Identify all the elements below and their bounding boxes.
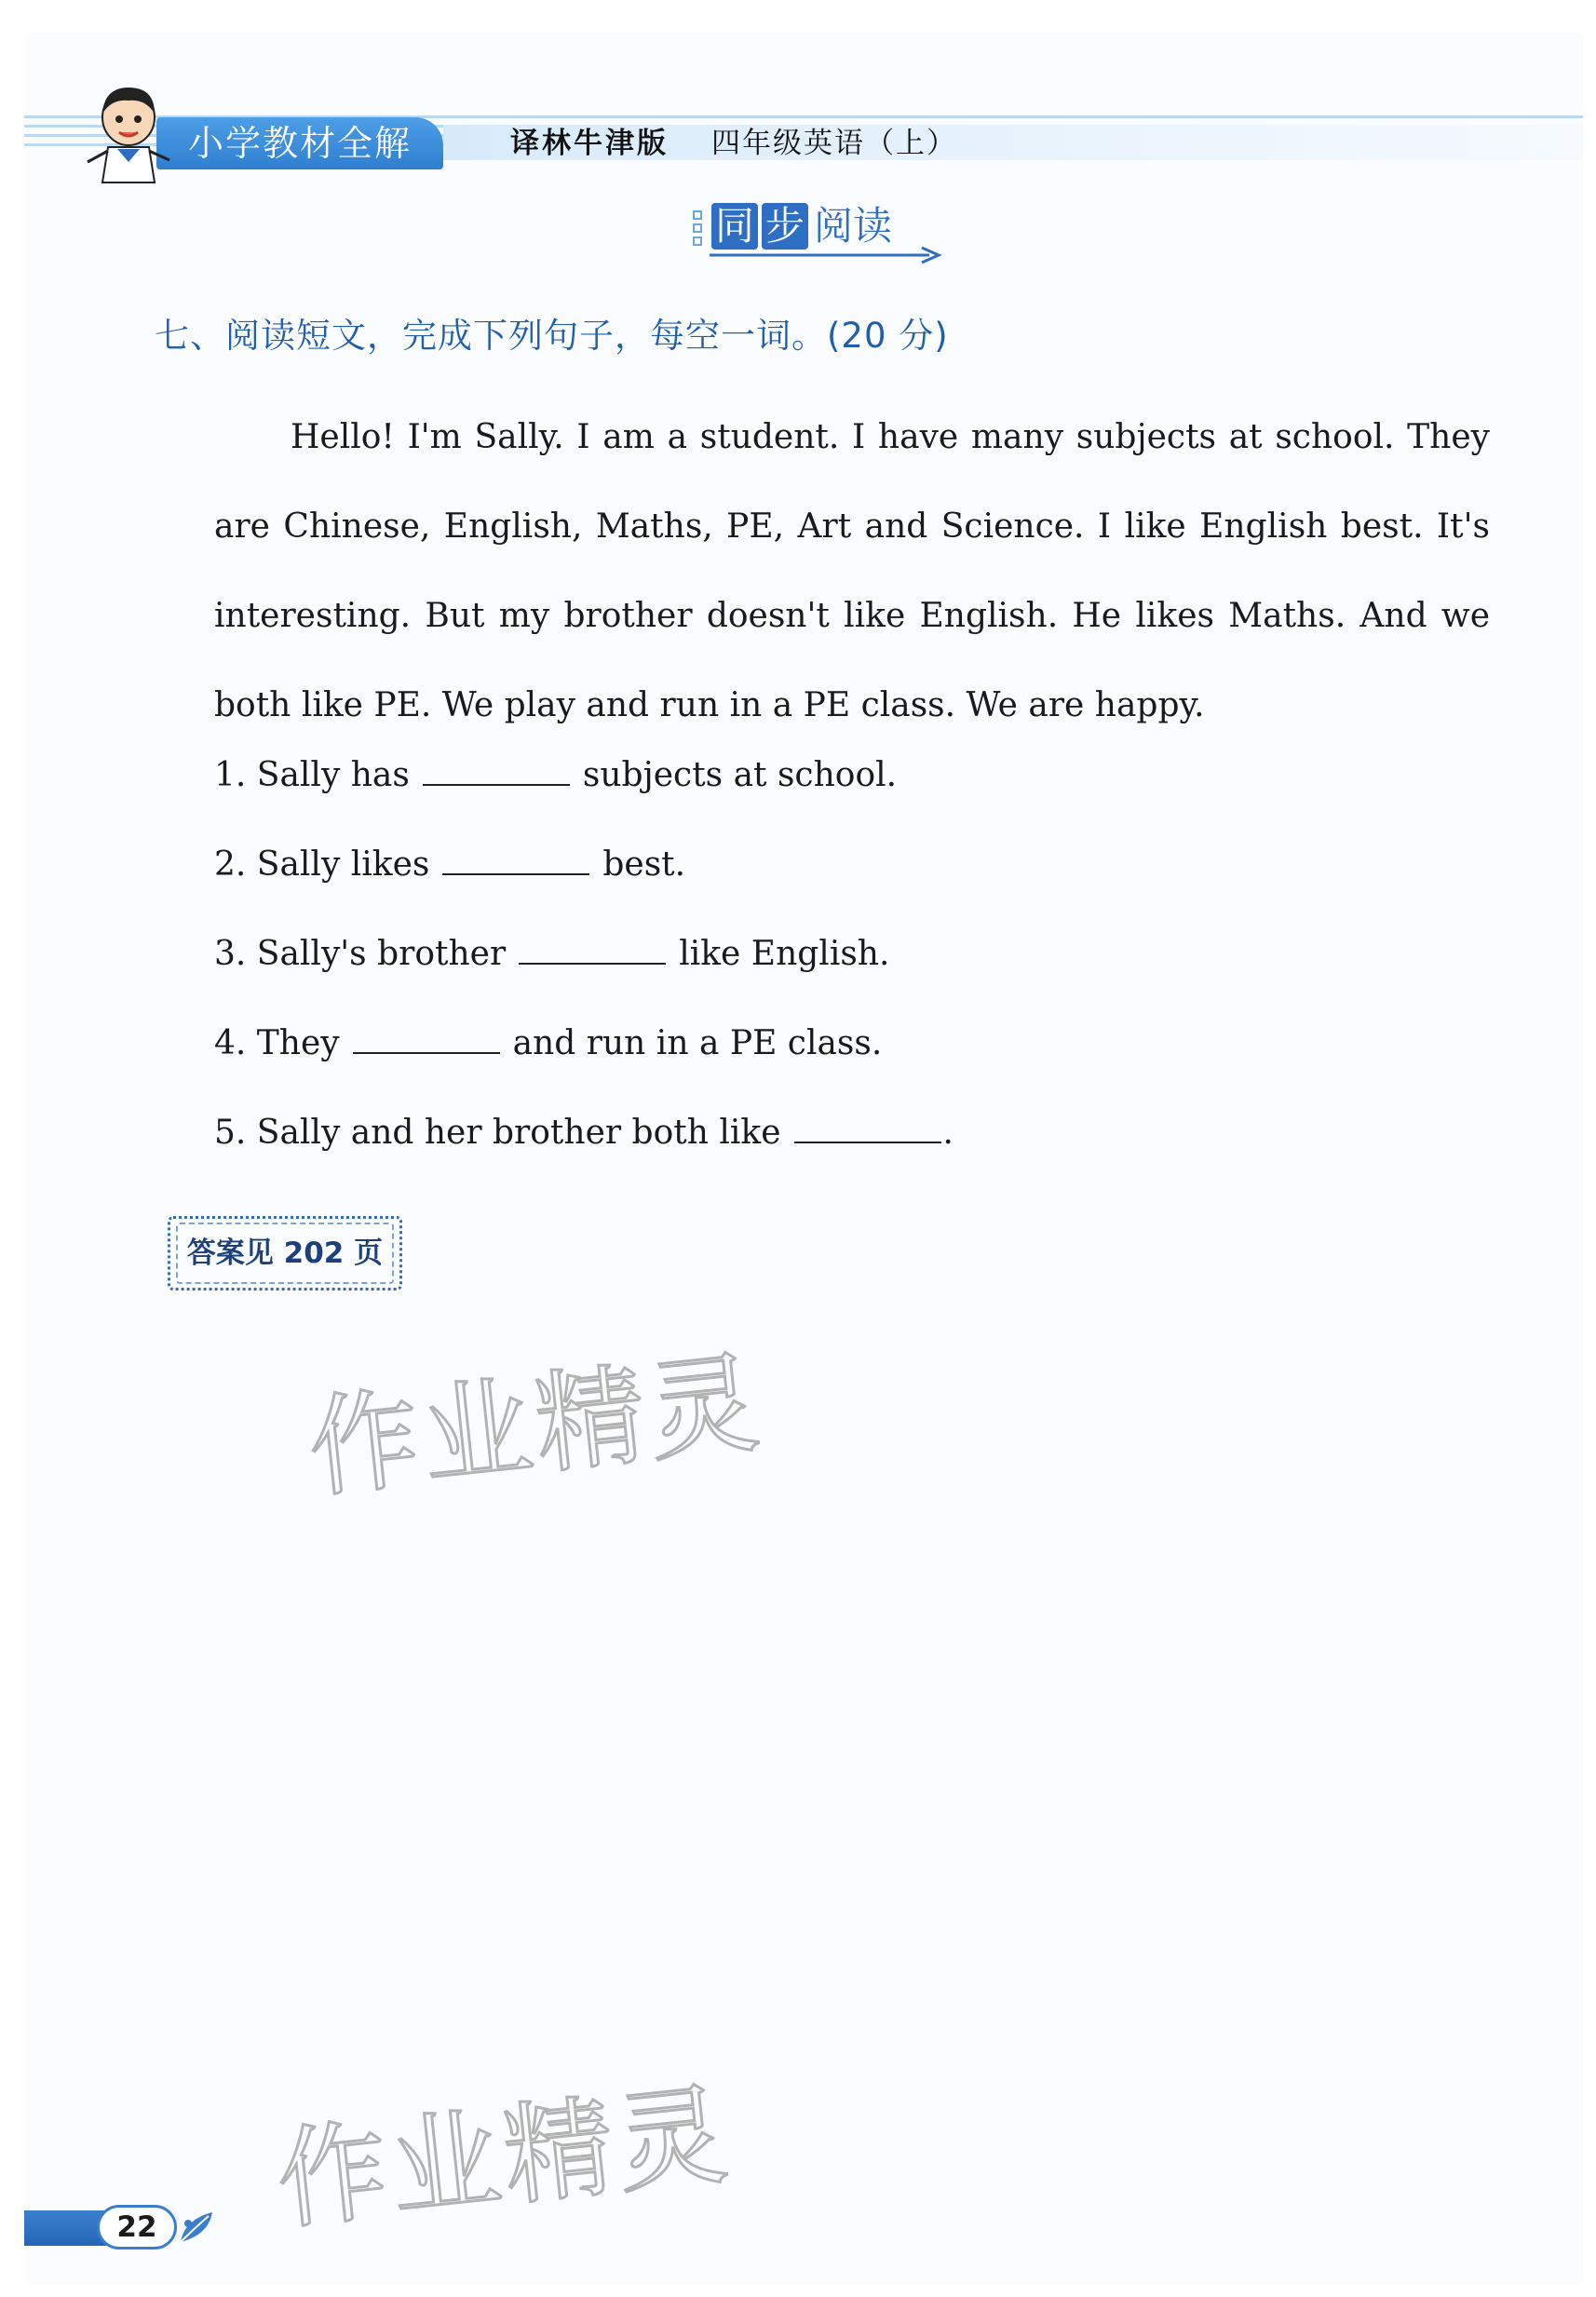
- section-arrow-icon: [710, 246, 942, 264]
- watermark-1: 作业精灵: [303, 1337, 768, 1514]
- item-1-before: 1. Sally has: [214, 756, 410, 794]
- answer-reference: 答案见 202 页: [168, 1216, 402, 1290]
- item-5-before: 5. Sally and her brother both like: [214, 1114, 781, 1152]
- item-4-after: and run in a PE class.: [512, 1024, 883, 1062]
- reading-passage: [214, 393, 1490, 750]
- question-item-1: [214, 756, 897, 794]
- answer-blank-3[interactable]: [519, 935, 666, 965]
- answer-blank-4[interactable]: [353, 1024, 500, 1054]
- mascot-icon: [80, 82, 177, 184]
- watermark-2: 作业精灵: [271, 2069, 737, 2246]
- answer-blank-5[interactable]: [794, 1114, 941, 1143]
- item-3-after: like English.: [679, 935, 890, 973]
- item-2-after: best.: [602, 845, 686, 884]
- item-5-after: .: [942, 1114, 954, 1152]
- answer-blank-1[interactable]: [423, 756, 570, 786]
- item-2-before: 2. Sally likes: [214, 845, 430, 884]
- question-item-2: [214, 845, 685, 884]
- item-4-before: 4. They: [214, 1024, 340, 1062]
- question-item-3: [214, 935, 889, 973]
- section-box-1: 同: [711, 203, 758, 250]
- answer-blank-2[interactable]: [442, 845, 589, 875]
- item-3-before: 3. Sally's brother: [214, 935, 507, 973]
- passage-text: Hello! I'm Sally. I am a student. I have many subjects at school. They are Chinese, English, Maths, PE, Art and Science. I like English best. It's interesting. But my brother doesn't like English. He likes Maths. And we both like PE. We play and run in a PE class. We are happy.: [214, 418, 1490, 724]
- header-banner: 小学教材全解: [156, 117, 443, 169]
- section-tag: [693, 196, 954, 261]
- question-item-4: [214, 1024, 882, 1062]
- section-title-rest: 阅读: [814, 203, 893, 249]
- item-1-after: subjects at school.: [582, 756, 898, 794]
- question-heading: 七、阅读短文，完成下列句子，每空一词。(20 分): [155, 316, 949, 356]
- section-box-2: 步: [762, 203, 808, 250]
- header-grade: 四年级英语（上）: [711, 127, 957, 160]
- section-ticks: [693, 210, 706, 257]
- header-edition: 译林牛津版: [510, 127, 669, 160]
- page-background: [24, 32, 1583, 2285]
- leaf-icon: [175, 2207, 220, 2248]
- question-item-5: [214, 1114, 954, 1152]
- page-number: 22: [97, 2205, 177, 2250]
